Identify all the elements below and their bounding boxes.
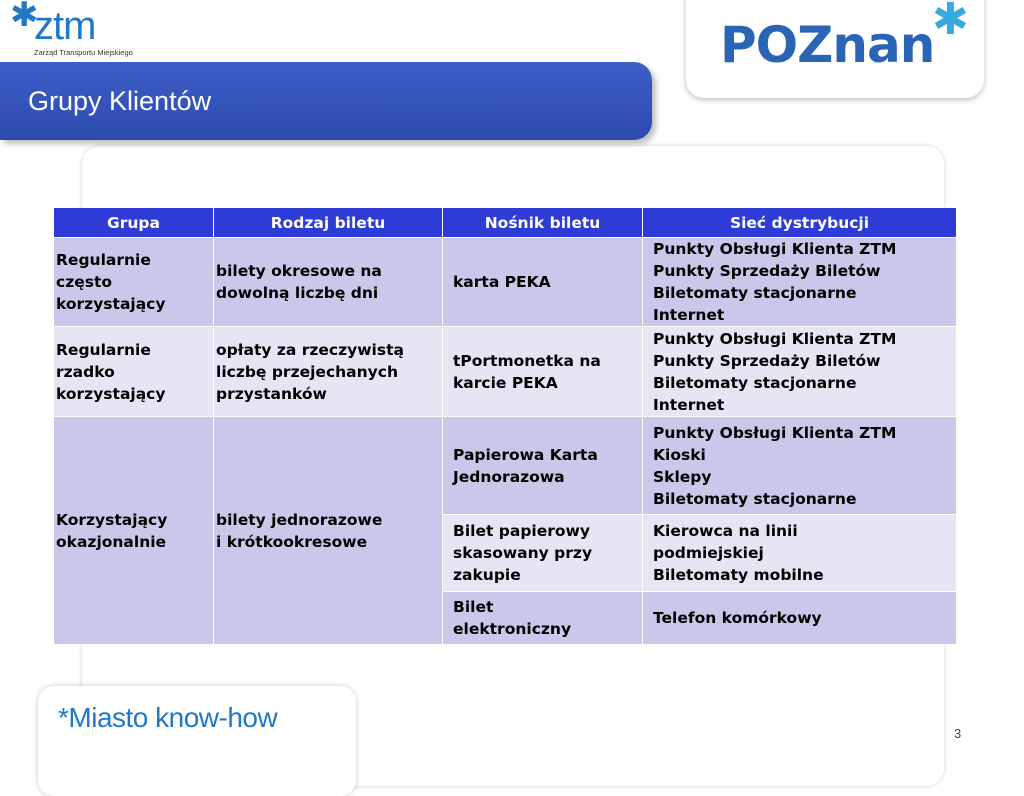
cell-siec: Kierowca na linii podmiejskiej Biletomaty mobilne bbox=[643, 515, 957, 592]
ztm-logo bbox=[8, 0, 168, 64]
ztm-logo-text: ztm bbox=[34, 4, 96, 48]
header-siec-dystrybucji: Sieć dystrybucji bbox=[643, 208, 957, 238]
table-row bbox=[54, 417, 957, 515]
cell-rodzaj: bilety okresowe na dowolną liczbę dni bbox=[214, 238, 443, 327]
table-header-row bbox=[54, 208, 957, 238]
asterisk-icon: ✱ bbox=[10, 0, 39, 35]
cell-siec: Punkty Obsługi Klienta ZTM Punkty Sprzedaży Biletów Biletomaty stacjonarne Internet bbox=[643, 327, 957, 417]
cell-nosnik: tPortmonetka na karcie PEKA bbox=[443, 327, 643, 417]
cell-grupa: Regularnie rzadko korzystający bbox=[54, 327, 214, 417]
cell-nosnik: Bilet papierowy skasowany przy zakupie bbox=[443, 515, 643, 592]
page-number: 3 bbox=[954, 726, 962, 741]
cell-grupa: Regularnie często korzystający bbox=[54, 238, 214, 327]
cell-siec: Punkty Obsługi Klienta ZTM Punkty Sprzedaży Biletów Biletomaty stacjonarne Internet bbox=[643, 238, 957, 327]
header-grupa: Grupa bbox=[54, 208, 214, 238]
table-row bbox=[54, 327, 957, 417]
poznan-star-icon: ✱ bbox=[932, 0, 969, 45]
poznan-logo-text: POZnan bbox=[720, 16, 935, 74]
cell-nosnik: Bilet elektroniczny bbox=[443, 592, 643, 645]
poznan-logo bbox=[686, 0, 984, 98]
cell-rodzaj: bilety jednorazowe i krótkookresowe bbox=[214, 417, 443, 645]
table-row bbox=[54, 238, 957, 327]
cell-siec: Punkty Obsługi Klienta ZTM Kioski Sklepy Biletomaty stacjonarne bbox=[643, 417, 957, 515]
header-nosnik-biletu: Nośnik biletu bbox=[443, 208, 643, 238]
title-band bbox=[0, 62, 652, 140]
client-groups-table bbox=[53, 207, 957, 645]
ztm-logo-subtitle: Zarząd Transportu Miejskiego bbox=[34, 48, 133, 57]
cell-nosnik: karta PEKA bbox=[443, 238, 643, 327]
cell-siec: Telefon komórkowy bbox=[643, 592, 957, 645]
tagline: *Miasto know-how bbox=[58, 702, 278, 733]
cell-nosnik: Papierowa Karta Jednorazowa bbox=[443, 417, 643, 515]
cell-rodzaj: opłaty za rzeczywistą liczbę przejechanych przystanków bbox=[214, 327, 443, 417]
header-rodzaj-biletu: Rodzaj biletu bbox=[214, 208, 443, 238]
cell-grupa: Korzystający okazjonalnie bbox=[54, 417, 214, 645]
page-title: Grupy Klientów bbox=[28, 86, 212, 116]
